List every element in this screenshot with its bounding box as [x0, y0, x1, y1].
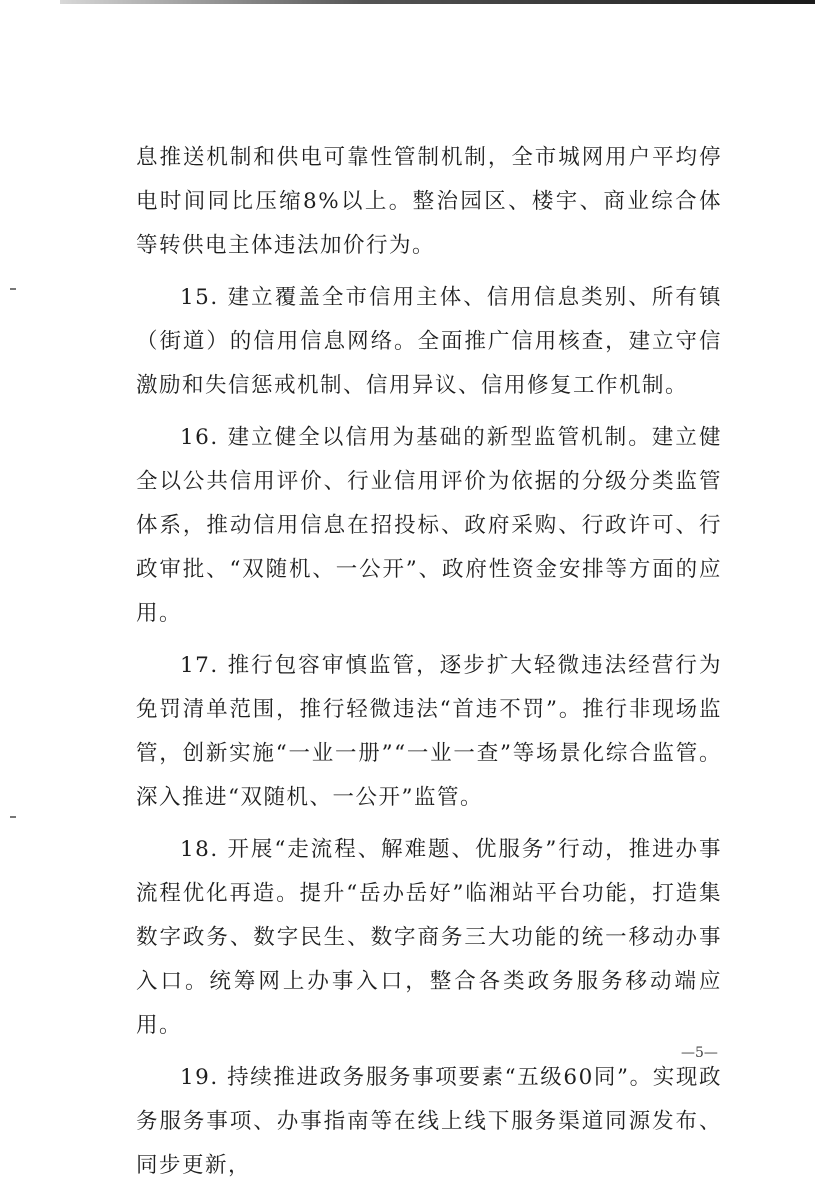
page-number: —5— [681, 1045, 718, 1061]
paragraph-item-15: 15. 建立覆盖全市信用主体、信用信息类别、所有镇（街道）的信用信息网络。全面推广信用核查，建立守信激励和失信惩戒机制、信用异议、信用修复工作机制。 [136, 285, 722, 398]
document-body [136, 136, 722, 1196]
scan-top-edge [60, 0, 815, 4]
scan-mark [10, 816, 16, 818]
paragraph-item-19: 19. 持续推进政务服务事项要素“五级60同”。实现政务服务事项、办事指南等在线上线下服务渠道同源发布、同步更新， [136, 1065, 722, 1178]
paragraph-item-17: 17. 推行包容审慎监管，逐步扩大轻微违法经营行为免罚清单范围，推行轻微违法“首违不罚”。推行非现场监管，创新实施“一业一册”“一业一查”等场景化综合监管。深入推进“双随机、一公开”监管。 [136, 653, 722, 810]
scan-mark [10, 288, 16, 290]
paragraph-continuation: 息推送机制和供电可靠性管制机制，全市城网用户平均停电时间同比压缩8%以上。整治园区、楼宇、商业综合体等转供电主体违法加价行为。 [136, 145, 722, 258]
paragraph-item-16: 16. 建立健全以信用为基础的新型监管机制。建立健全以公共信用评价、行业信用评价为依据的分级分类监管体系，推动信用信息在招投标、政府采购、行政许可、行政审批、“双随机、一公开”、政府性资金安排等方面的应用。 [136, 425, 722, 626]
paragraph-item-18: 18. 开展“走流程、解难题、优服务”行动，推进办事流程优化再造。提升“岳办岳好”临湘站平台功能，打造集数字政务、数字民生、数字商务三大功能的统一移动办事入口。统筹网上办事入口，整合各类政务服务移动端应用。 [136, 837, 722, 1038]
